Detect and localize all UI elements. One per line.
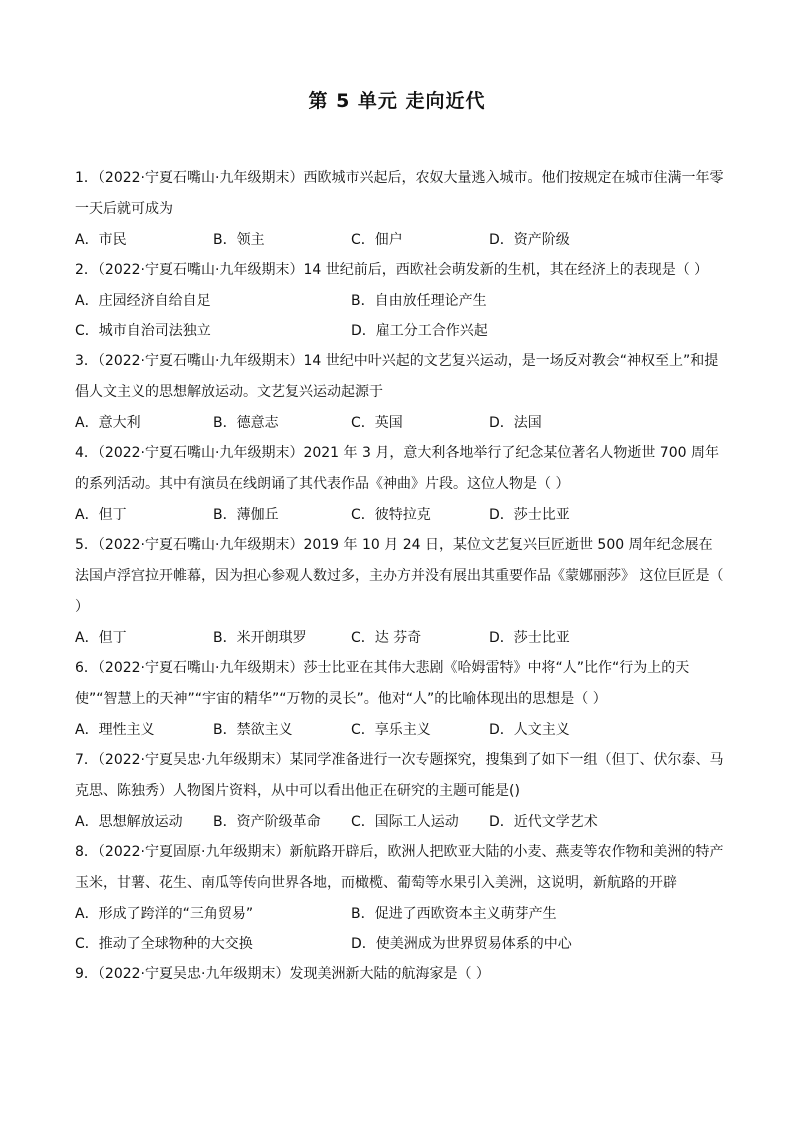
question-text [75, 837, 725, 899]
option-d: D．使美洲成为世界贸易体系的中心 [351, 936, 572, 952]
option-c: C．国际工人运动 [351, 814, 459, 830]
option-c: C．英国 [351, 415, 403, 431]
option-list [75, 286, 725, 346]
question-stem: （2022·宁夏石嘴山·九年级期末）2019 年 10 月 24 日，某位文艺复兴巨匠逝世 500 周年纪念展在法国卢浮宫拉开帷幕，因为担心参观人数过多，主办方并没有展出其重要作品《蒙娜丽莎》 这位巨匠是（ ） [75, 537, 724, 615]
question-6 [75, 653, 725, 745]
option-b: B．自由放任理论产生 [351, 293, 487, 309]
option-b: B．薄伽丘 [213, 507, 279, 523]
question-number: 9． [75, 966, 98, 982]
question-list [75, 163, 725, 990]
option-c: C．推动了全球物种的大交换 [75, 936, 253, 952]
question-text [75, 959, 725, 990]
option-a: A．意大利 [75, 415, 141, 431]
question-number: 3． [75, 353, 98, 369]
option-d: D．莎士比亚 [489, 507, 570, 523]
option-a: A．市民 [75, 232, 127, 248]
question-1 [75, 163, 725, 255]
option-c: C．佃户 [351, 232, 403, 248]
option-b: B．德意志 [213, 415, 279, 431]
question-number: 4． [75, 445, 98, 461]
question-text [75, 438, 725, 500]
option-list [75, 408, 725, 438]
question-text [75, 745, 725, 807]
question-text [75, 530, 725, 623]
option-b: B．资产阶级革命 [213, 814, 321, 830]
question-text [75, 653, 725, 715]
option-list [75, 899, 725, 959]
question-8 [75, 837, 725, 959]
option-d: D．资产阶级 [489, 232, 570, 248]
option-d: D．法国 [489, 415, 542, 431]
question-stem: （2022·宁夏吴忠·九年级期末）发现美洲新大陆的航海家是（ ） [97, 966, 490, 982]
question-stem: （2022·宁夏石嘴山·九年级期末）14 世纪中叶兴起的文艺复兴运动，是一场反对教会“神权至上”和提倡人文主义的思想解放运动。文艺复兴运动起源于 [75, 353, 719, 400]
option-c: C．彼特拉克 [351, 507, 431, 523]
option-list [75, 807, 725, 837]
question-7 [75, 745, 725, 837]
question-stem: （2022·宁夏石嘴山·九年级期末）14 世纪前后，西欧社会萌发新的生机，其在经济上的表现是（ ） [97, 262, 709, 278]
question-number: 8． [75, 844, 98, 860]
question-3 [75, 346, 725, 438]
question-number: 6． [75, 660, 98, 676]
option-a: A．但丁 [75, 507, 127, 523]
option-a: A．思想解放运动 [75, 814, 183, 830]
question-text [75, 255, 725, 286]
option-d: D．人文主义 [489, 722, 570, 738]
question-number: 2． [75, 262, 98, 278]
option-b: B．米开朗琪罗 [213, 630, 307, 646]
option-d: D．雇工分工合作兴起 [351, 323, 488, 339]
option-d: D．莎士比亚 [489, 630, 570, 646]
option-list [75, 623, 725, 653]
question-number: 5． [75, 537, 98, 553]
question-4 [75, 438, 725, 530]
option-a: A．但丁 [75, 630, 127, 646]
question-stem: （2022·宁夏石嘴山·九年级期末）莎士比亚在其伟大悲剧《哈姆雷特》中将“人”比作“行为上的天使”“智慧上的天神”“宇宙的精华”“万物的灵长”。他对“人”的比喻体现出的思想是（ ） [75, 660, 690, 707]
question-9 [75, 959, 725, 990]
option-c: C．达 芬奇 [351, 630, 422, 646]
question-5 [75, 530, 725, 653]
page-title: 第 5 单元 走向近代 [308, 90, 486, 112]
option-list [75, 225, 725, 255]
option-c: C．城市自治司法独立 [75, 323, 211, 339]
option-a: A．庄园经济自给自足 [75, 293, 211, 309]
question-stem: （2022·宁夏吴忠·九年级期末）某同学准备进行一次专题探究，搜集到了如下一组（但丁、伏尔泰、马克思、陈独秀）人物图片资料，从中可以看出他正在研究的主题可能是() [75, 752, 724, 799]
option-list [75, 715, 725, 745]
question-stem: （2022·宁夏石嘴山·九年级期末）2021 年 3 月，意大利各地举行了纪念某位著名人物逝世 700 周年的系列活动。其中有演员在线朗诵了其代表作品《神曲》片段。这位人物是（ ） [75, 445, 719, 492]
question-number: 1． [75, 170, 98, 186]
question-text [75, 346, 725, 408]
option-b: B．领主 [213, 232, 265, 248]
question-text [75, 163, 725, 225]
option-list [75, 500, 725, 530]
option-a: A．形成了跨洋的“三角贸易” [75, 906, 254, 922]
question-stem: （2022·宁夏固原·九年级期末）新航路开辟后，欧洲人把欧亚大陆的小麦、燕麦等农作物和美洲的特产玉米，甘薯、花生、南瓜等传向世界各地，而橄榄、葡萄等水果引入美洲，这说明，新航路的开辟 [75, 844, 724, 891]
question-stem: （2022·宁夏石嘴山·九年级期末）西欧城市兴起后，农奴大量逃入城市。他们按规定在城市住满一年零一天后就可成为 [75, 170, 724, 217]
option-b: B．促进了西欧资本主义萌芽产生 [351, 906, 557, 922]
question-2 [75, 255, 725, 346]
question-number: 7． [75, 752, 98, 768]
option-c: C．享乐主义 [351, 722, 431, 738]
option-a: A．理性主义 [75, 722, 155, 738]
option-d: D．近代文学艺术 [489, 814, 598, 830]
option-b: B．禁欲主义 [213, 722, 293, 738]
